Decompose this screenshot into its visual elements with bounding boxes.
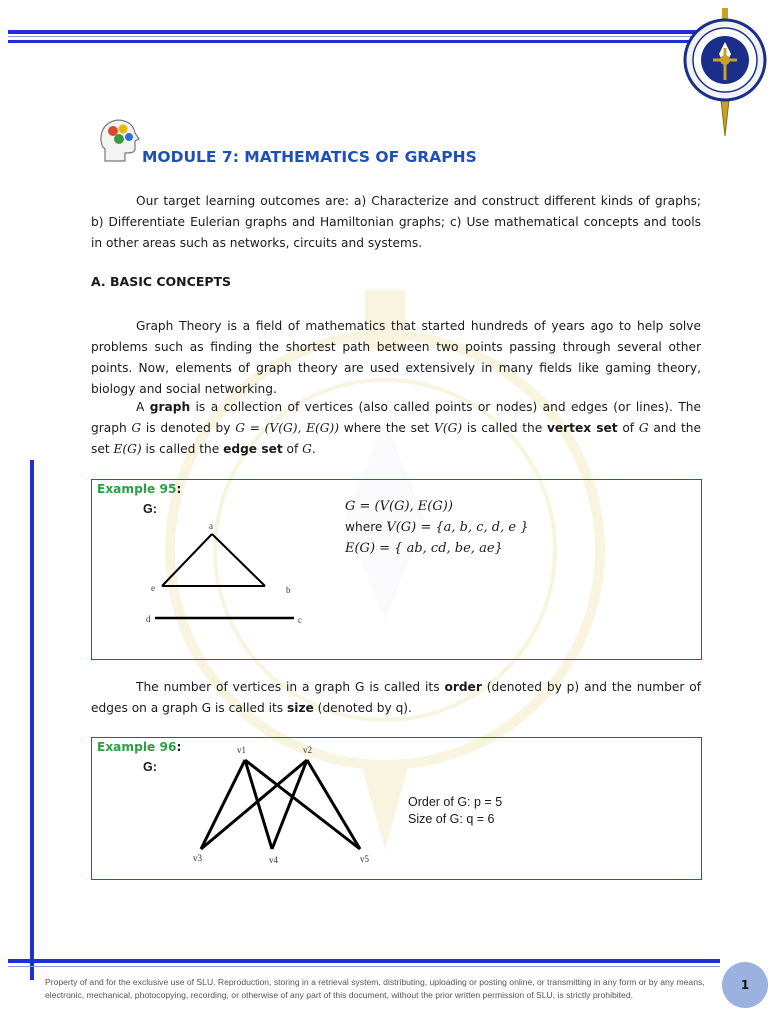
node-label-d: d [146, 614, 151, 624]
left-rule [30, 460, 34, 980]
example-96-colon: : [176, 740, 182, 754]
order-size-paragraph [91, 677, 701, 719]
term-order: order [444, 680, 482, 694]
page-number: 1 [740, 978, 750, 992]
example-95-colon: : [176, 482, 182, 496]
def-math: E(G) [113, 442, 142, 456]
def-term-edge-set: edge set [223, 442, 283, 456]
intro-text: Our target learning outcomes are: a) Characterize and construct different kinds of graphs; b) Differentiate Eulerian graphs and Hamiltonian graphs; c) Use mathematical concepts and tools in other areas such as networks, circuits and systems. [91, 194, 701, 250]
node-label-v3: v3 [193, 853, 202, 863]
page-number-badge [722, 962, 768, 1008]
university-seal-logo [683, 8, 767, 138]
def-math: G [302, 442, 312, 456]
example-96-graph [185, 742, 380, 868]
example-95-graph [140, 518, 310, 630]
example-96-g-label: G: [143, 760, 157, 774]
def-text: A [136, 400, 150, 414]
head-gears-icon [99, 117, 141, 163]
example-96-info [408, 794, 502, 828]
term-size: size [287, 701, 314, 715]
def-term-graph: graph [149, 400, 191, 414]
def-math: G [131, 421, 142, 435]
node-label-v5: v5 [360, 854, 369, 864]
node-label-v4: v4 [269, 855, 278, 865]
example-95-g-label: G: [143, 502, 157, 516]
def-term-vertex-set: vertex set [546, 421, 618, 435]
edge-v1-v3 [201, 760, 245, 849]
def-text: of [617, 421, 639, 435]
order-size-text: The number of vertices in a graph G is called its [136, 680, 445, 694]
def-text: is called the [141, 442, 224, 456]
order-size-text: (denoted by q). [313, 701, 412, 715]
example-96-title: Example 96 [97, 740, 177, 754]
edge-v1-v4 [245, 760, 272, 849]
equation-where: where [345, 520, 387, 534]
example-96-box [91, 737, 702, 880]
def-math: V(G) [434, 421, 463, 435]
node-label-c: c [298, 615, 302, 625]
edge-ae [162, 534, 212, 586]
bottom-rule-thin [8, 966, 720, 967]
intro-paragraph [91, 191, 701, 254]
node-label-e: e [151, 583, 155, 593]
def-text: where the set [339, 421, 435, 435]
def-text: is a collection of vertices (also called points or nodes) and edges (or lines). The graph [91, 400, 701, 435]
node-label-v2: v2 [303, 745, 312, 755]
graph-theory-paragraph [91, 316, 701, 400]
copyright-footer: Property of and for the exclusive use of SLU. Reproduction, storing in a retrieval system, distributing, uploading or posting online, or transmitting in any form or by any means, electronic, mechanical, photocopying, recording, or otherwise of any part of this document, without the prior written permission of SLU, is strictly prohibited. [45, 977, 705, 1000]
definition-paragraph [91, 397, 701, 460]
node-label-b: b [286, 585, 291, 595]
node-label-a: a [209, 521, 213, 531]
equation-v: V(G) = {a, b, c, d, e } [386, 520, 529, 535]
module-title: MODULE 7: MATHEMATICS OF GRAPHS [142, 148, 477, 166]
top-rule [8, 30, 698, 34]
def-text: and the set [91, 421, 701, 456]
def-text: is denoted by [141, 421, 236, 435]
equation-vertex-set [345, 517, 529, 538]
example-95-label [97, 482, 181, 496]
section-heading: A. BASIC CONCEPTS [91, 274, 232, 289]
top-rule-thin [8, 36, 698, 37]
equation-g: G = (V(G), E(G)) [345, 499, 453, 514]
def-text: of [282, 442, 303, 456]
order-value: Order of G: p = 5 [408, 795, 503, 809]
example-95-equations [345, 496, 529, 559]
edge-v2-v5 [307, 760, 360, 849]
node-label-v1: v1 [237, 745, 246, 755]
def-math: G [638, 421, 649, 435]
example-95-title: Example 95 [97, 482, 177, 496]
top-rule-2 [8, 40, 698, 43]
def-text: is called the [462, 421, 547, 435]
def-formula: G = (V(G), E(G)) [235, 421, 339, 435]
def-text: . [311, 442, 316, 456]
graph-theory-text: Graph Theory is a field of mathematics that started hundreds of years ago to help solve problems such as finding the shortest path between two points passing through several other points. Now, elements of graph theory are used extensively in many fields like gaming theory, biology and social networking. [91, 319, 701, 396]
bottom-rule [8, 959, 720, 963]
equation-edge-set: E(G) = { ab, cd, be, ae} [345, 541, 503, 556]
size-value: Size of G: q = 6 [408, 812, 495, 826]
example-96-label [97, 740, 181, 754]
order-size-text: (denoted by p) and the number of edges on a graph G is called its [91, 680, 702, 715]
edge-ab [212, 534, 265, 586]
